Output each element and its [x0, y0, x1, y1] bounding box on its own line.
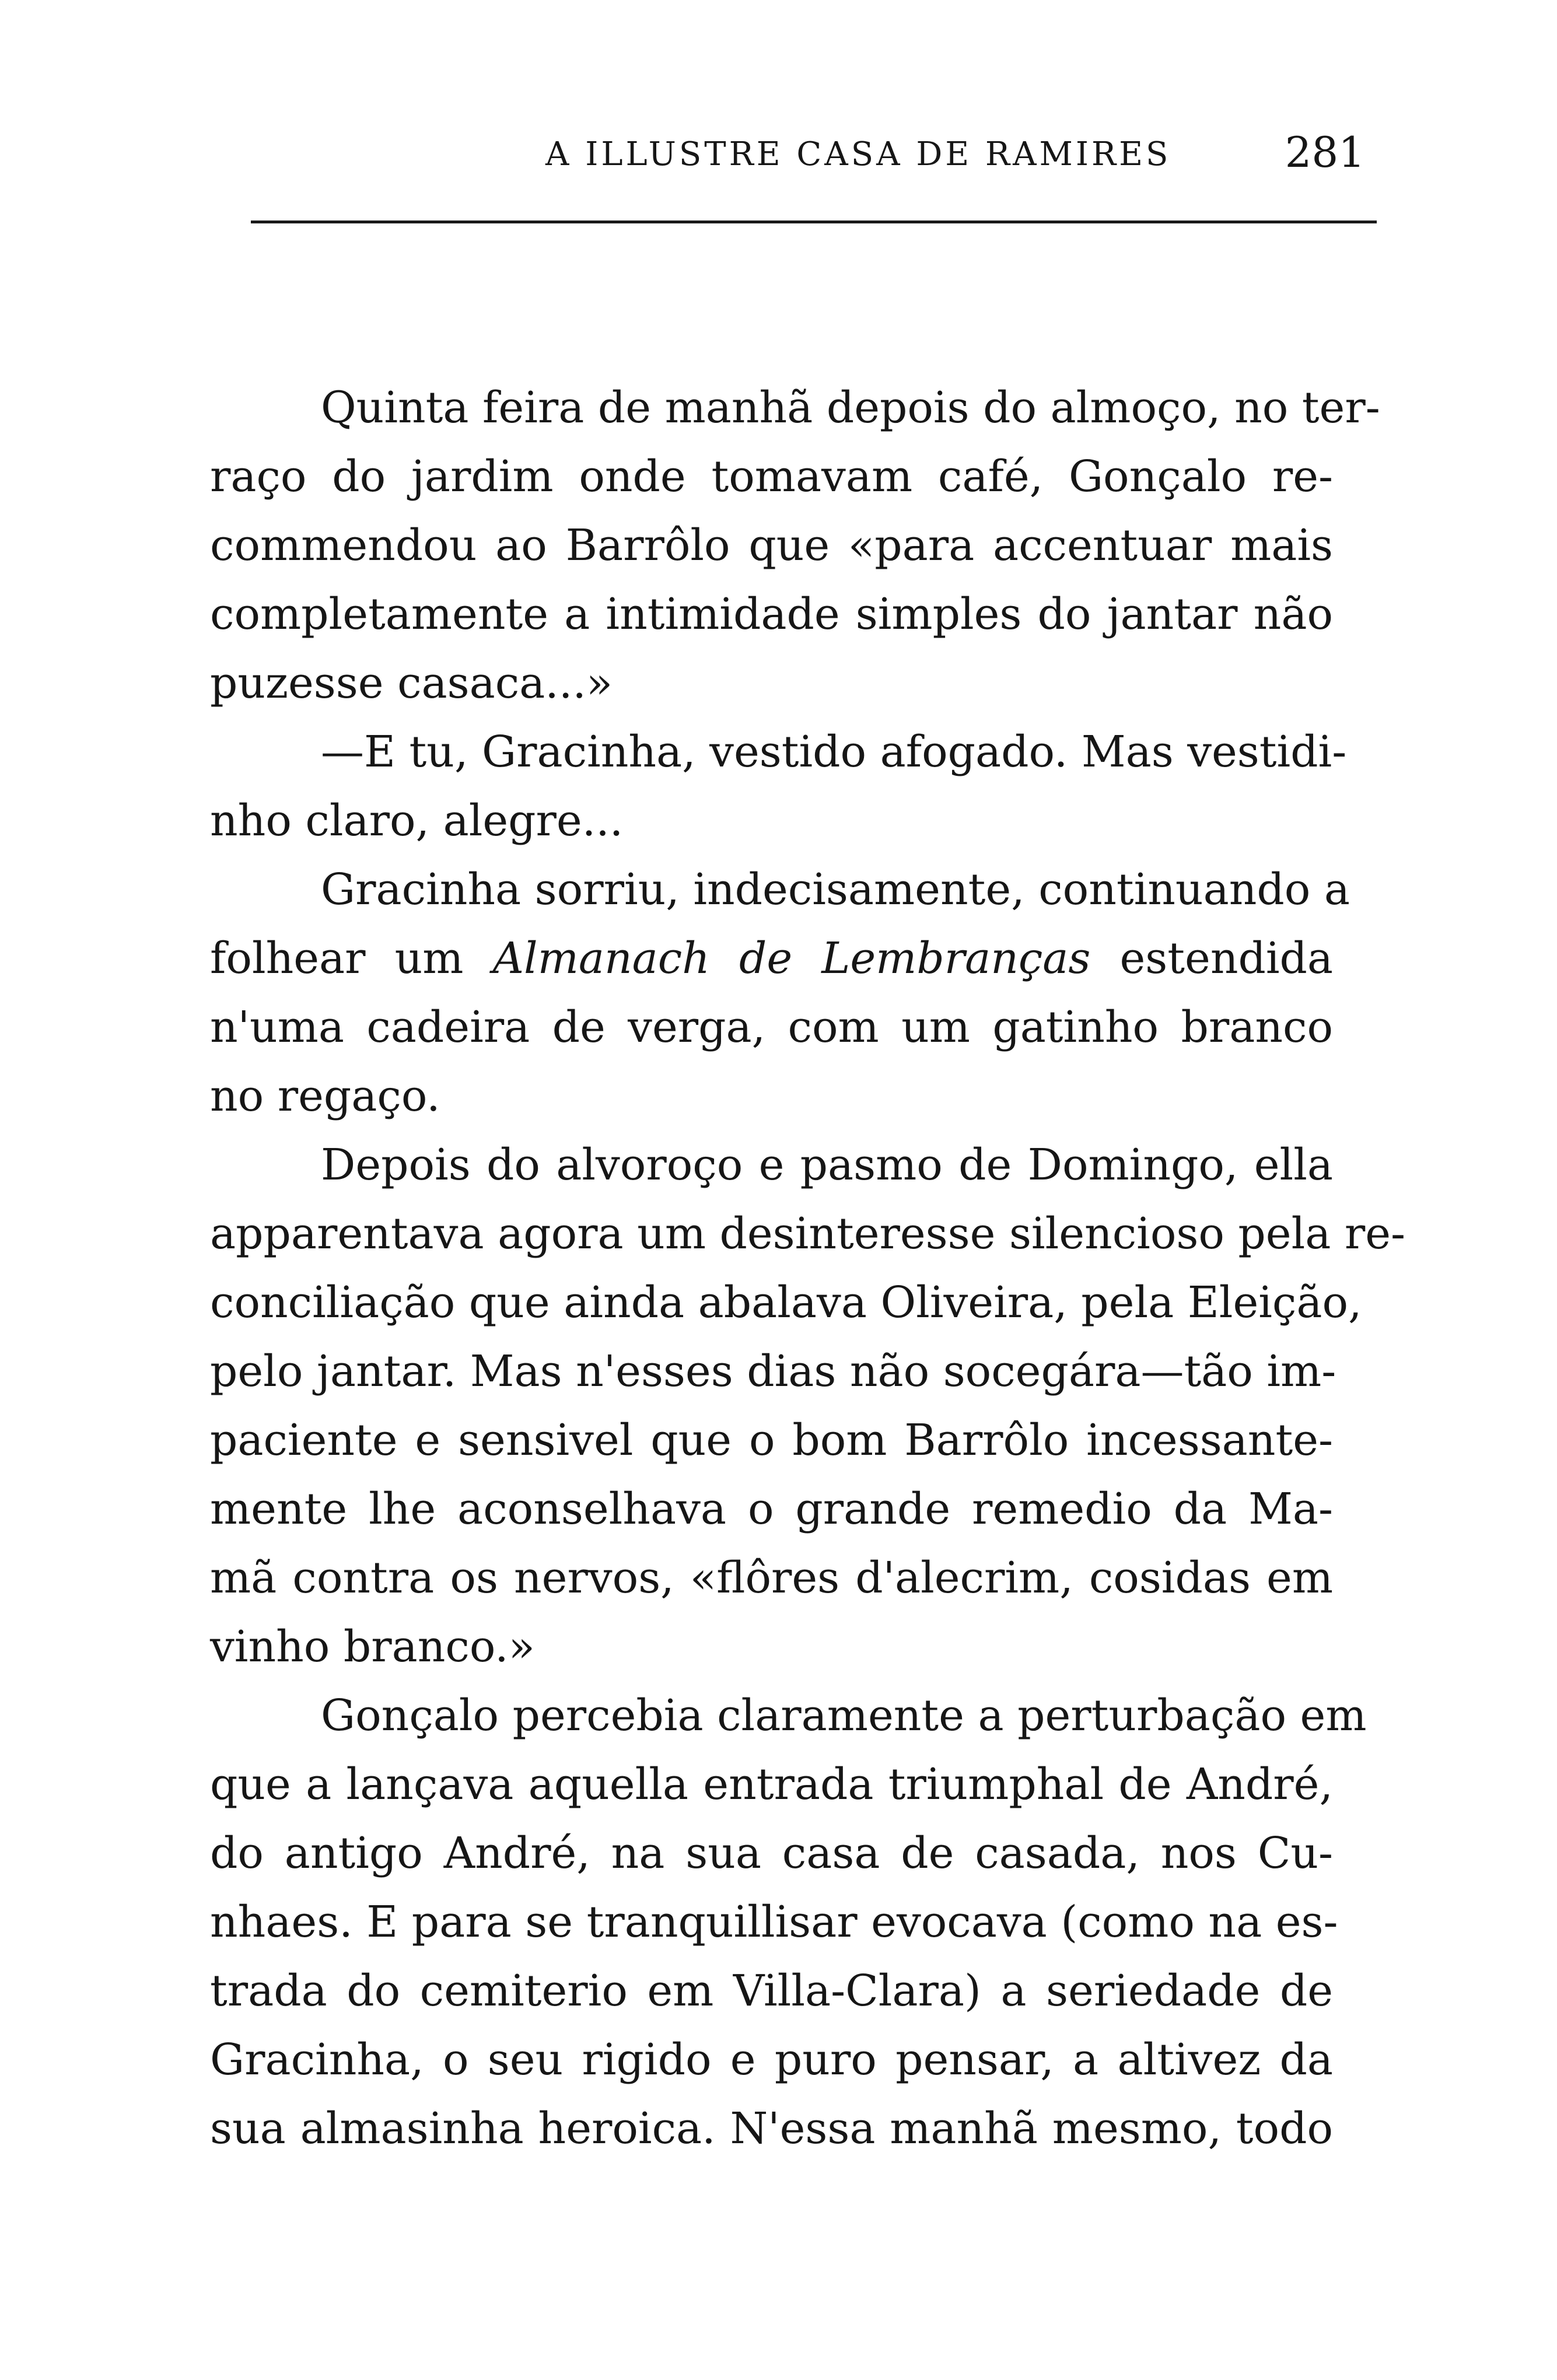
text-line: apparentava agora um desinteresse silencioso pela re- — [210, 1209, 1406, 1259]
text-line: mã contra os nervos, «flôres d'alecrim, cosidas em — [210, 1553, 1333, 1603]
text-line: vinho branco.» — [210, 1622, 535, 1672]
text-fragment: folhear um — [210, 933, 464, 984]
page-number: 281 — [1285, 128, 1365, 177]
text-line: mente lhe aconselhava o grande remedio da Ma- — [210, 1484, 1333, 1534]
text-line: Quinta feira de manhã depois do almoço, no ter- — [321, 383, 1380, 433]
text-line: completamente a intimidade simples do jantar não — [210, 589, 1333, 639]
text-line: pelo jantar. Mas n'esses dias não socegára—tão im- — [210, 1346, 1336, 1396]
text-line: paciente e sensivel que o bom Barrôlo incessante- — [210, 1415, 1333, 1465]
text-line: sua almasinha heroica. N'essa manhã mesmo, todo — [210, 2104, 1333, 2154]
text-line: commendou ao Barrôlo que «para accentuar mais — [210, 520, 1333, 570]
text-line: que a lançava aquella entrada triumphal de André, — [210, 1759, 1333, 1810]
text-line: Gracinha, o seu rigido e puro pensar, a altivez da — [210, 2035, 1333, 2085]
text-line: Depois do alvoroço e pasmo de Domingo, ella — [321, 1140, 1333, 1190]
header-rule — [251, 220, 1377, 223]
text-line: —E tu, Gracinha, vestido afogado. Mas vestidi- — [321, 727, 1347, 777]
text-line: Gonçalo percebia claramente a perturbação em — [321, 1690, 1367, 1741]
text-line: conciliação que ainda abalava Oliveira, pela Eleição, — [210, 1278, 1362, 1328]
text-line: do antigo André, na sua casa de casada, nos Cu- — [210, 1828, 1333, 1878]
text-line: puzesse casaca...» — [210, 658, 613, 708]
text-fragment: estendida — [1119, 933, 1333, 984]
text-line: raço do jardim onde tomavam café, Gonçalo re- — [210, 452, 1333, 502]
text-line: nho claro, alegre... — [210, 796, 624, 846]
text-line: nhaes. E para se tranquillisar evocava (como na es- — [210, 1897, 1338, 1947]
text-line: n'uma cadeira de verga, com um gatinho branco — [210, 1002, 1333, 1052]
text-line-with-title — [210, 924, 1333, 993]
running-title: A ILLUSTRE CASA DE RAMIRES — [545, 135, 1171, 173]
text-line: no regaço. — [210, 1071, 440, 1121]
text-line: Gracinha sorriu, indecisamente, continuando a — [321, 864, 1350, 915]
body-text — [210, 373, 1406, 2163]
book-title-italic: Almanach de Lembranças — [492, 933, 1091, 984]
running-head — [251, 128, 1377, 184]
text-line: trada do cemiterio em Villa-Clara) a seriedade de — [210, 1966, 1333, 2016]
